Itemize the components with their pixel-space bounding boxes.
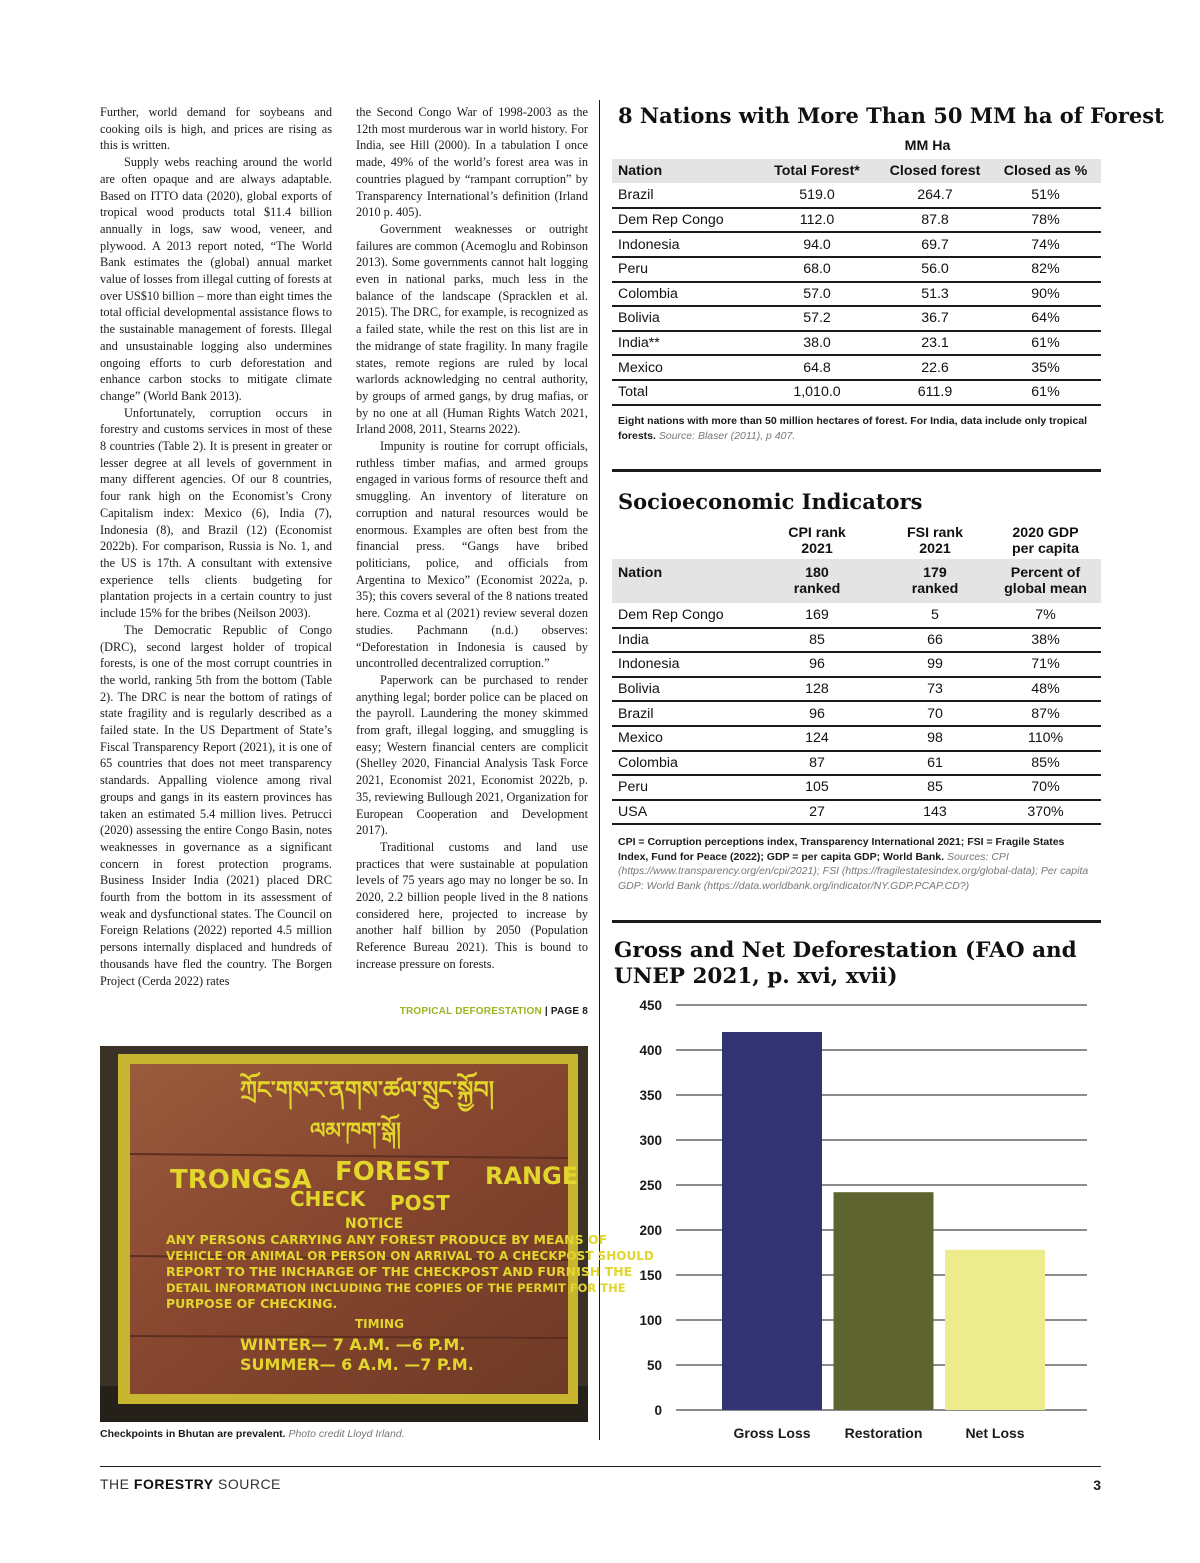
table-cell: 66 xyxy=(880,628,990,653)
table-cell: Brazil xyxy=(612,701,754,726)
footer-rule xyxy=(100,1466,1101,1467)
header-line: 2021 xyxy=(801,541,833,557)
bar-net-loss xyxy=(945,1250,1045,1410)
socio-note-source: Sources: CPI (https://www.transparency.org/en/cpi/2021); FSI (https://fragilestatesindex.org/global-data); Per capita GDP: World Bank (https://data.worldbank.org/indicator/NY.GDP.PCAP.CD?) xyxy=(618,850,1089,892)
table-cell: 87 xyxy=(754,751,880,776)
socio-col-gdp xyxy=(990,523,1101,559)
table-cell: 370% xyxy=(990,800,1101,825)
article-column-2 xyxy=(356,104,588,973)
table-row xyxy=(612,380,1101,405)
table-cell: 82% xyxy=(990,257,1101,282)
socio-table-title: Socioeconomic Indicators xyxy=(618,489,923,514)
table-cell: 96 xyxy=(754,701,880,726)
photo-caption-text: Checkpoints in Bhutan are prevalent. xyxy=(100,1428,286,1440)
forest-col-nation: Nation xyxy=(612,159,754,184)
table-cell: 73 xyxy=(880,677,990,702)
table-row xyxy=(612,677,1101,702)
table-cell: Total xyxy=(612,380,754,405)
article-paragraph: Traditional customs and land use practices that were sustainable at population levels of 75 years ago may no longer be so. In 2020, 2.2 billion people lived in the 8 nations considered here, projected to increase by another half billion by 2050 (Population Reference Bureau 2021). This is bound to increase pressure on forests. xyxy=(356,839,588,971)
footer-brand-pre: THE xyxy=(100,1476,130,1492)
header-line: 180 xyxy=(805,565,829,581)
page-number: 3 xyxy=(1093,1477,1101,1493)
table-cell: 96 xyxy=(754,652,880,677)
sign-timing: TIMING xyxy=(355,1317,404,1331)
table-cell: 143 xyxy=(880,800,990,825)
table-cell: 105 xyxy=(754,775,880,800)
table-cell: 78% xyxy=(990,208,1101,233)
table-cell: 27 xyxy=(754,800,880,825)
table-cell: 1,010.0 xyxy=(754,380,880,405)
sign-summer: SUMMER— 6 A.M. —7 P.M. xyxy=(240,1355,474,1374)
table-cell: 99 xyxy=(880,652,990,677)
y-tick-label: 200 xyxy=(639,1223,662,1238)
table-cell: 519.0 xyxy=(754,183,880,208)
table-row xyxy=(612,751,1101,776)
table-cell: 70 xyxy=(880,701,990,726)
table-cell: 61% xyxy=(990,331,1101,356)
table-cell: 71% xyxy=(990,652,1101,677)
forest-unit-row xyxy=(612,134,1101,159)
forest-table-title: 8 Nations with More Than 50 MM ha of Forest xyxy=(618,103,1164,128)
socio-table xyxy=(612,523,1101,825)
table-cell: Colombia xyxy=(612,751,754,776)
article-column-1 xyxy=(100,104,332,989)
y-tick-label: 100 xyxy=(639,1313,662,1328)
sign-line-post: POST xyxy=(390,1191,450,1215)
header-line: CPI rank xyxy=(788,525,846,541)
table-cell: 611.9 xyxy=(880,380,990,405)
sign-body-4: DETAIL INFORMATION INCLUDING THE COPIES OF THE PERMIT FOR THE xyxy=(166,1281,626,1295)
x-tick-label: Gross Loss xyxy=(733,1425,811,1441)
folio-page: | PAGE 8 xyxy=(544,1006,588,1017)
table-row xyxy=(612,257,1101,282)
table-cell: 57.2 xyxy=(754,306,880,331)
table-row xyxy=(612,603,1101,628)
socio-col-cpi xyxy=(754,523,880,559)
table-cell: 5 xyxy=(880,603,990,628)
socio-sub-gdp xyxy=(990,559,1101,603)
photo-caption xyxy=(100,1428,588,1440)
table-cell: 74% xyxy=(990,232,1101,257)
table-cell: 48% xyxy=(990,677,1101,702)
socio-col-nation: Nation xyxy=(612,559,754,603)
table-cell: 90% xyxy=(990,282,1101,307)
table-cell: 69.7 xyxy=(880,232,990,257)
sign-line-forest: FOREST xyxy=(335,1157,450,1187)
table-cell: 112.0 xyxy=(754,208,880,233)
table-row xyxy=(612,306,1101,331)
table-cell: 23.1 xyxy=(880,331,990,356)
sign-line-range: RANGE xyxy=(485,1162,579,1190)
table-cell: Bolivia xyxy=(612,677,754,702)
article-paragraph: the Second Congo War of 1998-2003 as the 12th most murderous war in world history. For India, see Hill (2000). In a tabulation I once made, 49% of the world’s forest area was in countries plagued by “rampant corruption” by Transparency International’s definition (Irland 2010 p. 405). xyxy=(356,105,588,220)
table-cell: Bolivia xyxy=(612,306,754,331)
header-line: 179 xyxy=(923,565,947,581)
header-line: ranked xyxy=(793,581,841,597)
forest-unit-header: MM Ha xyxy=(904,138,951,155)
table-cell: 70% xyxy=(990,775,1101,800)
forest-table xyxy=(612,134,1101,406)
article-paragraph: Further, world demand for soybeans and cooking oils is high, and prices are rising as this is written. xyxy=(100,105,332,153)
article-paragraph: Government weaknesses or outright failures are common (Acemoglu and Robinson 2013). Some governments cannot halt logging even in national parks, much less in the balance of the landscape (Spracklen et al. 2015). The DRC, for example, is recognized as a failed state, while the rest on this list are in the midrange of state fragility. In many fragile states, remote regions are ruled by local warlords acknowledging no central authority, by groups of armed gangs, by drug mafias, or by no one at all (Human Rights Watch 2021, Irland 2008, 2011, Stearns 2022). xyxy=(356,221,588,437)
header-line: 2021 xyxy=(919,541,951,557)
sign-line-check: CHECK xyxy=(290,1187,366,1211)
forest-col-closed: Closed forest xyxy=(880,159,990,184)
table-cell: 68.0 xyxy=(754,257,880,282)
y-tick-label: 0 xyxy=(654,1403,662,1418)
sign-winter: WINTER— 7 A.M. —6 P.M. xyxy=(240,1335,466,1354)
y-tick-label: 400 xyxy=(639,1043,662,1058)
table-row xyxy=(612,331,1101,356)
header-line: FSI rank xyxy=(907,525,963,541)
socio-sub-fsi xyxy=(880,559,990,603)
article-paragraph: Impunity is routine for corrupt officials, ruthless timber mafias, and armed groups engaged in various forms of resource theft and smuggling. An inventory of literature on corruption and natural resources would be enormous. Examples are often best from the financial press. “Gangs have bribed politicians, police, and officials from Argentina to Mexico” (Economist 2022a, p. 35); this covers several of the 8 nations treated here. Cozma et al (2021) review several dozen studies. Pachmann (n.d.) observes: “Deforestation in Indonesia is caused by uncontrolled decentralized corruption.” xyxy=(356,439,588,671)
y-tick-label: 50 xyxy=(646,1358,662,1373)
forest-header-row xyxy=(612,159,1101,184)
sign-script-line-2: ལམ་ཁག་སྒོ། xyxy=(310,1119,401,1144)
table-cell: 35% xyxy=(990,355,1101,380)
table-cell: 85 xyxy=(754,628,880,653)
table-cell: 36.7 xyxy=(880,306,990,331)
forest-col-total: Total Forest* xyxy=(754,159,880,184)
table-cell: Indonesia xyxy=(612,232,754,257)
socio-col-fsi xyxy=(880,523,990,559)
table-row xyxy=(612,726,1101,751)
deforestation-chart xyxy=(612,995,1101,1450)
sign-line-trongsa: TRONGSA xyxy=(170,1165,312,1195)
table-cell: 7% xyxy=(990,603,1101,628)
article-paragraph: Supply webs reaching around the world are often opaque and are always adaptable. Based on ITTO data (2020), global exports of tropical wood products total $11.4 billion annually in logs, saw wood, veneer, and plywood. A 2013 report noted, “The World Bank estimates the (global) annual market value of losses from illegal cutting of forests at over US$10 billion – more than eight times the total official developmental assistance flows to the sustainable management of forests. Illegal and unsustainable logging also undermines ongoing efforts to curb deforestation and enhance carbon stocks to mitigate climate change” (World Bank 2013). xyxy=(100,155,332,403)
table-cell: Dem Rep Congo xyxy=(612,208,754,233)
sign-script-line-1: ཀྲོང་གསར་ནགས་ཚལ་སྲུང་སྐྱོབ། xyxy=(240,1076,495,1104)
photo-credit: Photo credit Lloyd Irland. xyxy=(288,1428,405,1440)
sign-body-1: ANY PERSONS CARRYING ANY FOREST PRODUCE BY MEANS OF xyxy=(166,1232,608,1247)
section-rule-2 xyxy=(612,920,1101,923)
table-cell: India xyxy=(612,628,754,653)
table-cell: Peru xyxy=(612,257,754,282)
socio-note-text: CPI = Corruption perceptions index, Transparency International 2021; FSI = Fragile States Index, Fund for Peace (2022); GDP = per capita GDP; World Bank. xyxy=(618,836,1065,863)
article-paragraph: The Democratic Republic of Congo (DRC), second largest holder of tropical forests, is one of the most corrupt countries in the world, ranking 5th from the bottom (Table 2). The DRC is near the bottom of ratings of state fragility and is regularly described as a failed state. In the US Department of State’s Fiscal Transparency Report (2021), it is one of 65 countries that does not meet transparency standards. Appalling violence among rival groups and gangs in its eastern provinces has taken an estimated 5.4 million lives. Petrucci (2020) assessing the entire Congo Basin, notes weaknesses in governance as a significant concern in forest protection programs. Business Insider India (2021) placed DRC fourth from the bottom in its assessment of weak and dysfunctional states. The Council on Foreign Relations (2022) reported 4.5 million persons internally displaced and hundreds of thousands have fled the country. The Borgen Project (Cerda 2022) rates xyxy=(100,622,332,988)
sign-body-5: PURPOSE OF CHECKING. xyxy=(166,1296,338,1311)
table-cell: 51.3 xyxy=(880,282,990,307)
socio-sub-cpi xyxy=(754,559,880,603)
table-cell: Peru xyxy=(612,775,754,800)
table-cell: 87.8 xyxy=(880,208,990,233)
forest-col-pct: Closed as % xyxy=(990,159,1101,184)
table-cell: 64.8 xyxy=(754,355,880,380)
y-tick-label: 250 xyxy=(639,1178,662,1193)
section-rule xyxy=(612,469,1101,472)
header-line: per capita xyxy=(1011,541,1080,557)
bar-gross-loss xyxy=(722,1032,822,1410)
x-tick-label: Restoration xyxy=(844,1425,923,1441)
table-row xyxy=(612,701,1101,726)
sign-body-3: REPORT TO THE INCHARGE OF THE CHECKPOST AND FURNISH THE xyxy=(166,1264,633,1279)
header-line: 2020 GDP xyxy=(1012,525,1079,541)
table-cell: 57.0 xyxy=(754,282,880,307)
forest-note-text: Eight nations with more than 50 million hectares of forest. For India, data include only tropical forests. xyxy=(618,415,1088,442)
table-cell: 110% xyxy=(990,726,1101,751)
y-tick-label: 450 xyxy=(639,998,662,1013)
table-cell: 169 xyxy=(754,603,880,628)
table-cell: 56.0 xyxy=(880,257,990,282)
chart-title: Gross and Net Deforestation (FAO and UNEP 2021, p. xvi, xvii) xyxy=(614,938,1077,989)
table-cell: 98 xyxy=(880,726,990,751)
table-cell: Brazil xyxy=(612,183,754,208)
footer-brand-bold: FORESTRY xyxy=(133,1476,214,1492)
table-row xyxy=(612,232,1101,257)
sign-notice: NOTICE xyxy=(345,1216,404,1232)
y-tick-label: 300 xyxy=(639,1133,662,1148)
footer-brand-post: SOURCE xyxy=(218,1476,281,1492)
folio-label: TROPICAL DEFORESTATION xyxy=(399,1006,542,1017)
bar-restoration xyxy=(834,1192,934,1410)
table-cell: 38.0 xyxy=(754,331,880,356)
table-cell: Mexico xyxy=(612,355,754,380)
socio-table-note xyxy=(618,835,1090,893)
table-cell: 264.7 xyxy=(880,183,990,208)
table-cell: 85% xyxy=(990,751,1101,776)
table-row xyxy=(612,800,1101,825)
socio-top-header-row xyxy=(612,523,1101,559)
table-row xyxy=(612,775,1101,800)
table-row xyxy=(612,355,1101,380)
article-paragraph: Unfortunately, corruption occurs in forestry and customs services in most of these 8 countries (Table 2). It is present in greater or lesser degree at all levels of government in many different agencies. Of our 8 countries, four rank high on the Economist’s Crony Capitalism index: Mexico (6), India (7), Indonesia (8), and Brazil (12) (Economist 2022b). For comparison, Russia is No. 1, and the US is 17th. A consultant with extensive experience tells clients budgeting for plantation projects in a certain country to just include 15% for the bribes (Neilson 2003). xyxy=(100,405,332,621)
header-line: global mean xyxy=(1004,581,1087,597)
table-cell: Colombia xyxy=(612,282,754,307)
y-tick-label: 150 xyxy=(639,1268,662,1283)
table-cell: 128 xyxy=(754,677,880,702)
socio-sub-header-row xyxy=(612,559,1101,603)
table-cell: 22.6 xyxy=(880,355,990,380)
sign-body-2: VEHICLE OR ANIMAL OR PERSON ON ARRIVAL TO A CHECKPOST SHOULD xyxy=(166,1249,654,1263)
table-cell: 61% xyxy=(990,380,1101,405)
footer-brand xyxy=(100,1476,281,1492)
table-cell: USA xyxy=(612,800,754,825)
table-cell: 85 xyxy=(880,775,990,800)
table-row xyxy=(612,183,1101,208)
table-cell: Mexico xyxy=(612,726,754,751)
header-line: ranked xyxy=(911,581,959,597)
forest-note-source: Source: Blaser (2011), p 407. xyxy=(658,429,796,442)
table-cell: 87% xyxy=(990,701,1101,726)
table-cell: Dem Rep Congo xyxy=(612,603,754,628)
table-cell: 61 xyxy=(880,751,990,776)
table-cell: 124 xyxy=(754,726,880,751)
forest-table-note xyxy=(618,414,1088,443)
header-line: Percent of xyxy=(1010,565,1081,581)
table-cell: 64% xyxy=(990,306,1101,331)
table-cell: 51% xyxy=(990,183,1101,208)
table-row xyxy=(612,208,1101,233)
table-cell: India** xyxy=(612,331,754,356)
table-cell: 38% xyxy=(990,628,1101,653)
page-folio xyxy=(356,1006,588,1017)
table-row xyxy=(612,628,1101,653)
table-row xyxy=(612,282,1101,307)
chart-svg xyxy=(612,995,1101,1450)
article-paragraph: Paperwork can be purchased to render anything legal; border police can be placed on the payroll. Laundering the money skimmed from graft, illegal logging, and smuggling is easy; Western financial centers are complicit (Shelley 2020, Financial Analysis Task Force 2021, Economist 2021, Economist 2022b, p. 35, reviewing Bullough 2021, Organization for European Cooperation and Development 2017). xyxy=(356,672,588,838)
table-row xyxy=(612,652,1101,677)
table-cell: 94.0 xyxy=(754,232,880,257)
x-tick-label: Net Loss xyxy=(965,1425,1025,1441)
table-cell: Indonesia xyxy=(612,652,754,677)
y-tick-label: 350 xyxy=(639,1088,662,1103)
